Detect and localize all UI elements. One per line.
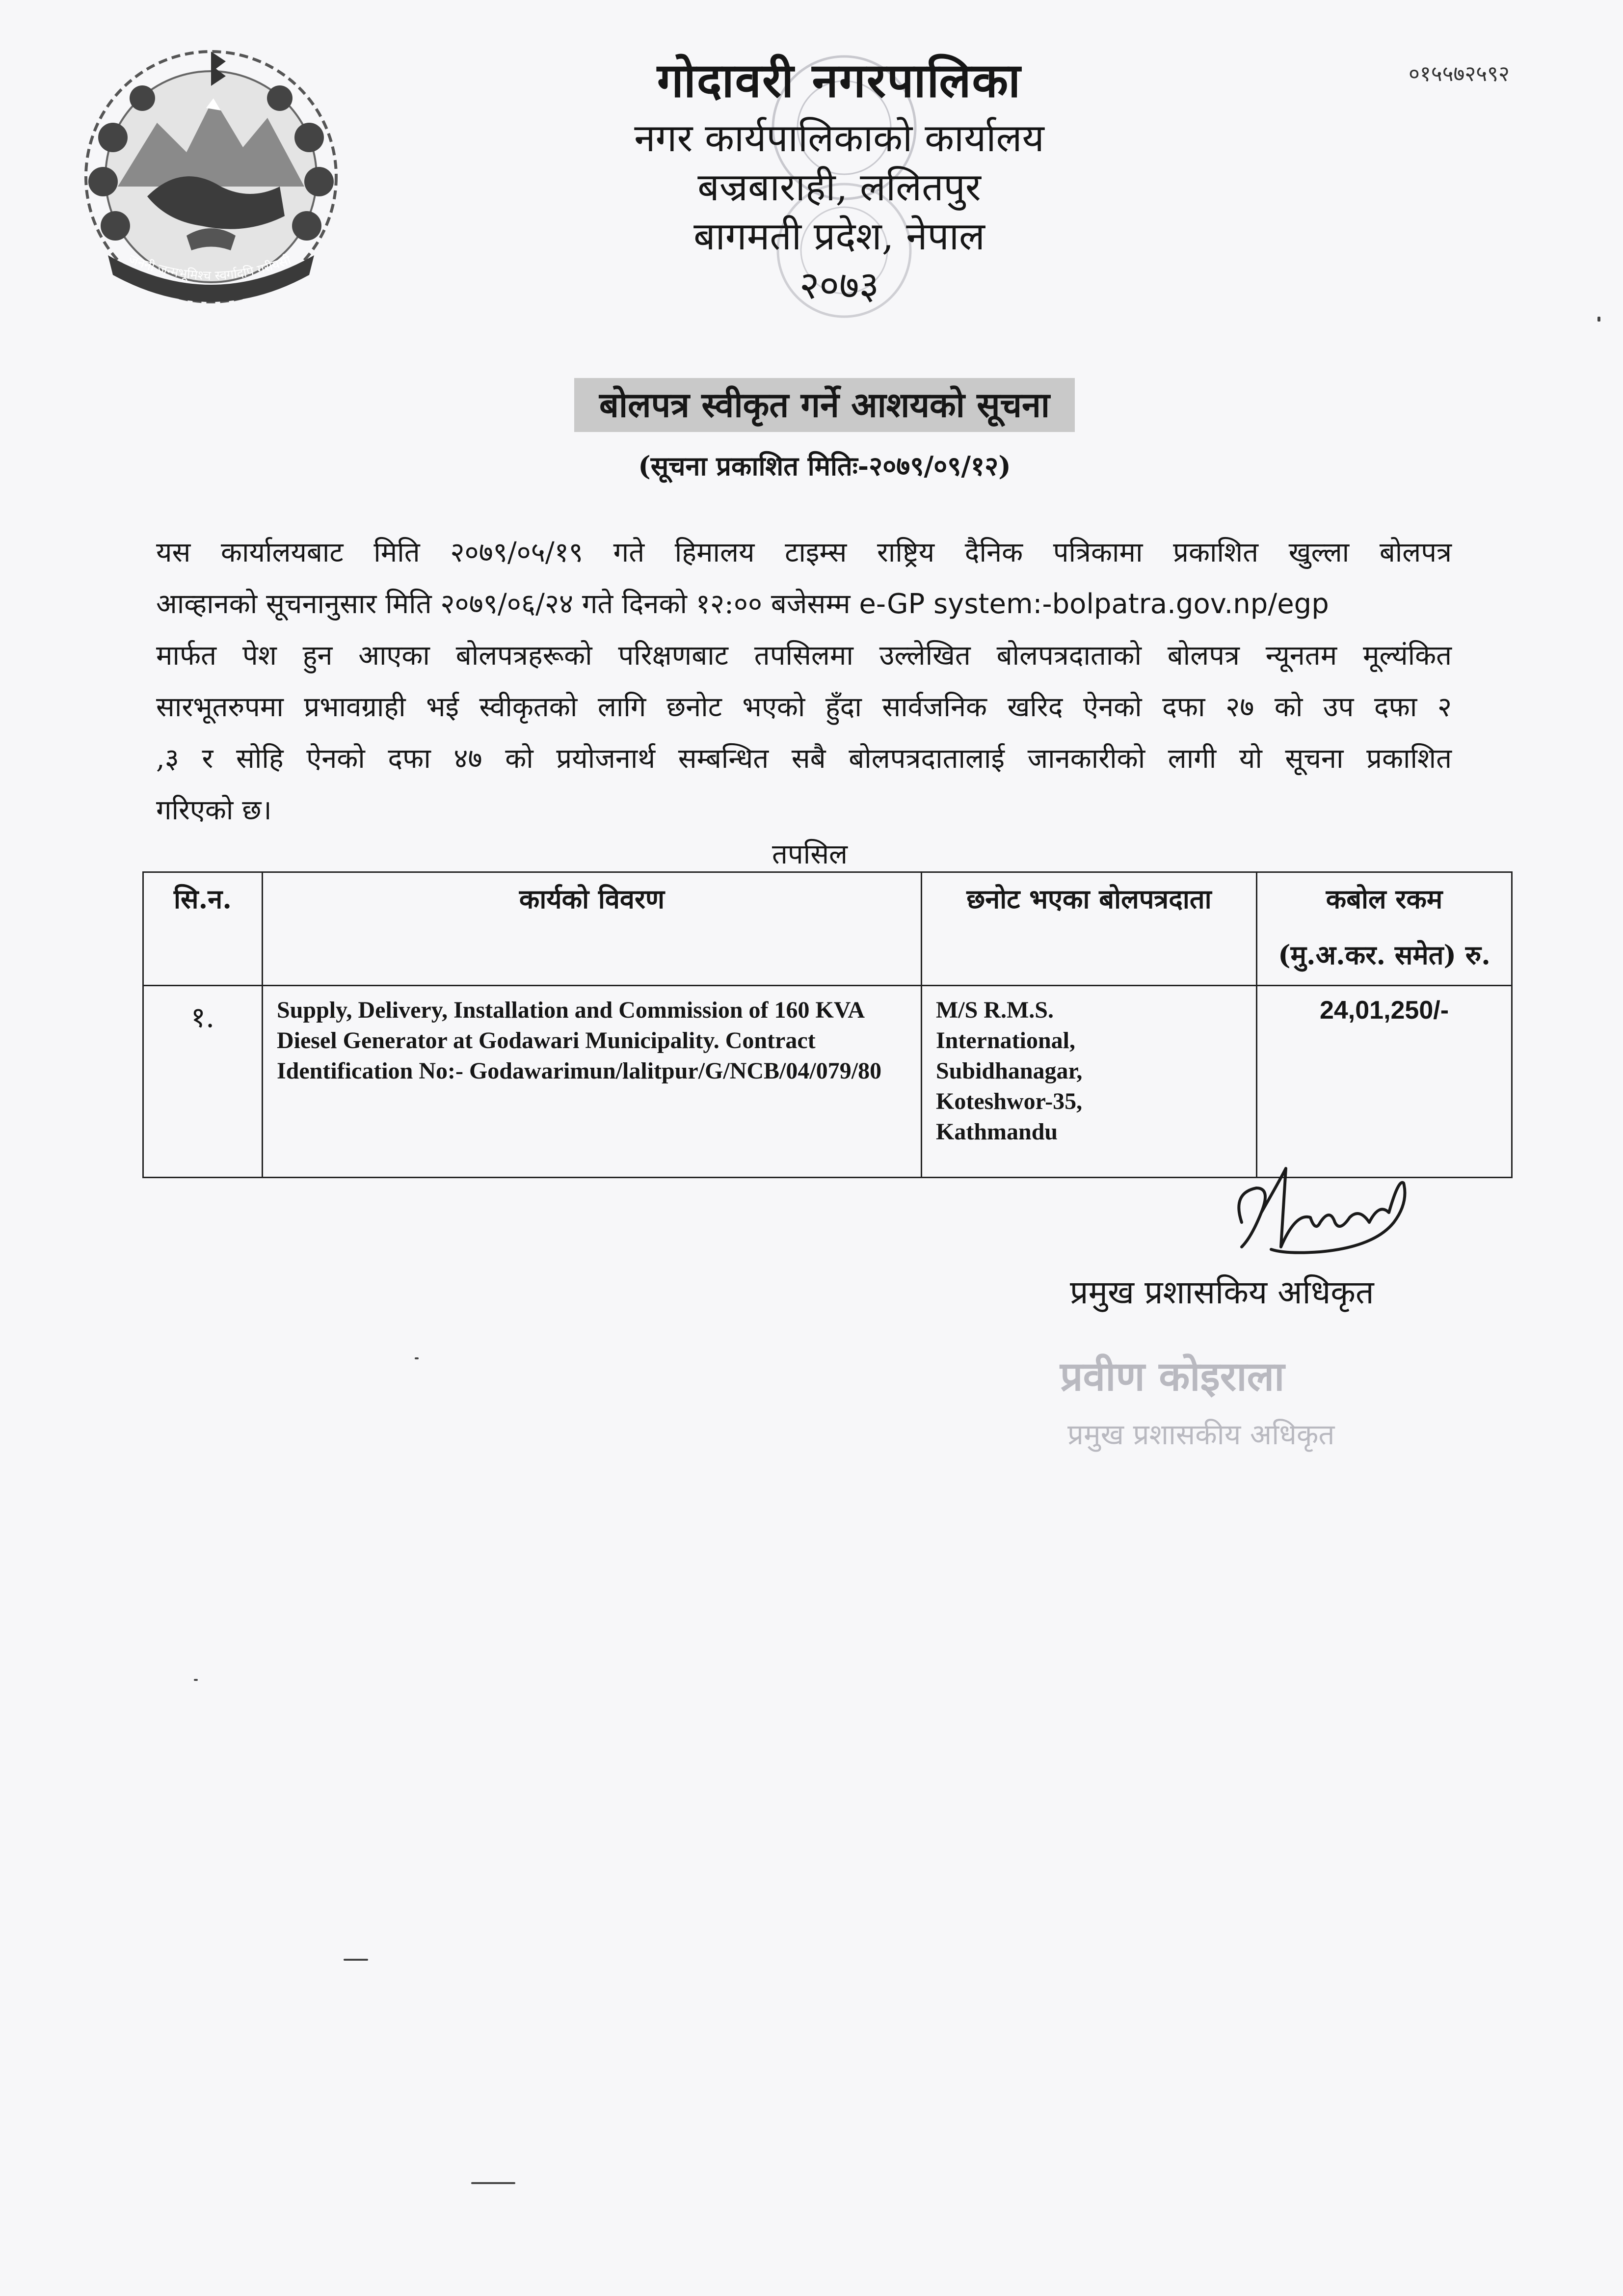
cell-description: Supply, Delivery, Installation and Commission of 160 KVA Diesel Generator at Godawari Municipality. Contract Identification No:- Godawarimun/lalitpur/G/NCB/04/079/80 — [263, 986, 922, 1178]
establishment-year: २०७३ — [799, 264, 879, 308]
body-line-2-text: आव्हानको सूचनानुसार मिति २०७९/०६/२४ गते दिनको १२:०० बजेसम्म — [156, 588, 859, 620]
reference-number: ०१५५७२५९२ — [1409, 61, 1510, 86]
body-line-4: सारभूतरुपमा प्रभावग्राही भई स्वीकृतको लागि छनोट भएको हुँदा सार्वजनिक खरिद ऐनको दफा २७ को उप दफा २ — [156, 691, 1452, 723]
body-line-3: मार्फत पेश हुन आएका बोलपत्रहरूको परिक्षणबाट तपसिलमा उल्लेखित बोलपत्रदाताको बोलपत्र न्यूनतम मूल्यंकित — [156, 640, 1452, 672]
emblem-motto: जननी जन्मभूमिश्च स्वर्गादपि गरीयसी — [126, 251, 293, 284]
cell-sn: १. — [143, 986, 263, 1178]
org-name: गोदावरी नगरपालिका — [657, 53, 1022, 108]
office-name: नगर कार्यपालिकाको कार्यालय — [634, 116, 1044, 161]
address-line-1: बज्रबाराही, ललितपुर — [697, 165, 981, 210]
header-amount-line-2: (मु.अ.कर. समेत) रु. — [1278, 939, 1490, 971]
cell-amount: 24,01,250/- — [1257, 986, 1512, 1178]
scan-speck — [344, 1959, 368, 1961]
header-amount-line-1: कबोल रकम — [1326, 883, 1443, 915]
signature-icon — [1212, 1149, 1438, 1276]
body-line-2 — [156, 584, 1452, 621]
notice-published-date: (सूचना प्रकाशित मितिः-२०७९/०९/१२) — [638, 450, 1011, 482]
body-line-6: गरिएको छ। — [156, 794, 272, 826]
header-amount — [1257, 872, 1512, 986]
table-header-row — [143, 872, 1512, 986]
bidder-line: M/S R.M.S. — [936, 997, 1054, 1023]
signatory-designation: प्रमुख प्रशासकिय अधिकृत — [1070, 1273, 1374, 1311]
header-sn: सि.न. — [143, 872, 263, 986]
address-line-2: बागमती प्रदेश, नेपाल — [693, 215, 985, 259]
table-caption: तपसिल — [772, 838, 848, 870]
body-line-1: यस कार्यालयबाट मिति २०७९/०५/१९ गते हिमालय टाइम्स राष्ट्रिय दैनिक पत्रिकामा प्रकाशित खुल्ला बोलपत्र — [156, 537, 1452, 568]
body-line-5: ,३ र सोहि ऐनको दफा ४७ को प्रयोजनार्थ सम्बन्धित सबै बोलपत्रदातालाई जानकारीको लागी यो सूचना प्रकाशित — [156, 743, 1452, 775]
stamp-designation: प्रमुख प्रशासकीय अधिकृत — [1067, 1418, 1335, 1451]
bidder-line: International, — [936, 1027, 1076, 1053]
stamp-name: प्रवीण कोइराला — [1060, 1353, 1285, 1400]
scan-speck — [415, 1357, 419, 1359]
bidder-line: Subidhanagar, — [936, 1058, 1083, 1084]
bidder-line: Kathmandu — [936, 1119, 1058, 1145]
egp-system-link-text: e-GP system:-bolpatra.gov.np/egp — [859, 588, 1329, 620]
header-description: कार्यको विवरण — [263, 872, 922, 986]
cell-bidder — [922, 986, 1257, 1178]
header-bidder: छनोट भएका बोलपत्रदाता — [922, 872, 1257, 986]
scan-speck — [1597, 317, 1600, 322]
notice-title: बोलपत्र स्वीकृत गर्ने आशयको सूचना — [574, 378, 1075, 432]
bid-table — [142, 871, 1513, 1178]
scan-speck — [471, 2182, 515, 2184]
bidder-line: Koteshwor-35, — [936, 1088, 1083, 1114]
scan-speck — [194, 1679, 198, 1681]
nepal-emblem-icon — [74, 39, 348, 314]
